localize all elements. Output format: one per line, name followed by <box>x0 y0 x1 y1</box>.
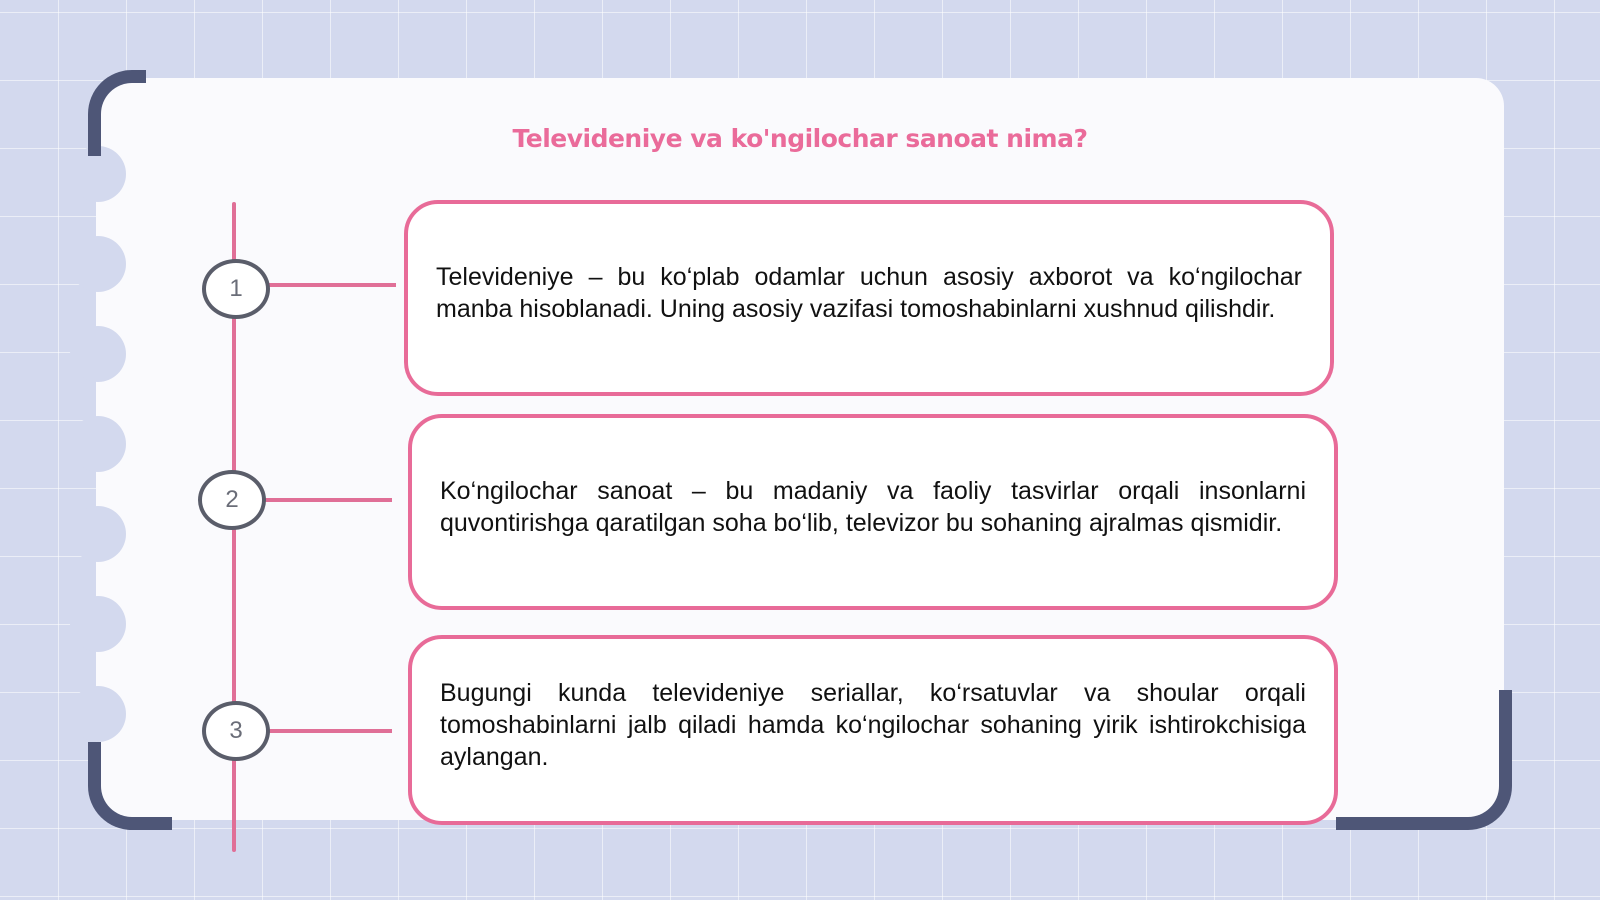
info-box-2 <box>408 414 1338 610</box>
timeline-connector-2 <box>262 498 392 502</box>
step-number-2: 2 <box>198 470 266 530</box>
corner-bracket-bottom-left <box>88 742 172 830</box>
notebook-hole <box>70 236 126 292</box>
notebook-hole <box>70 686 126 742</box>
notebook-hole <box>70 506 126 562</box>
corner-bracket-top-left <box>88 70 146 156</box>
notebook-hole <box>70 596 126 652</box>
step-number-3: 3 <box>202 701 270 761</box>
timeline-connector-3 <box>266 729 392 733</box>
info-box-text-2: Ko‘ngilochar sanoat – bu madaniy va faoliy tasvirlar orqali insonlarni quvontirishga qaratilgan soha bo‘lib, televizor bu sohaning ajralmas qismidir. <box>440 477 1306 537</box>
notebook-hole <box>70 326 126 382</box>
notebook-hole <box>70 416 126 472</box>
slide-title: Televideniye va ko'ngilochar sanoat nima? <box>512 124 1088 153</box>
step-number-1: 1 <box>202 259 270 319</box>
info-box-3 <box>408 635 1338 825</box>
info-box-text-1: Televideniye – bu ko‘plab odamlar uchun asosiy axborot va ko‘ngilochar manba hisoblanadi. Uning asosiy vazifasi tomoshabinlarni xushnud qilishdir. <box>436 263 1302 323</box>
info-box-text-3: Bugungi kunda televideniye seriallar, ko‘rsatuvlar va shoular orqali tomoshabinlarni jalb qiladi hamda ko‘ngilochar sohaning yirik ishtirokchisiga aylangan. <box>440 679 1306 771</box>
timeline-connector-1 <box>266 283 396 287</box>
info-box-1 <box>404 200 1334 396</box>
corner-bracket-bottom-right <box>1336 690 1512 830</box>
